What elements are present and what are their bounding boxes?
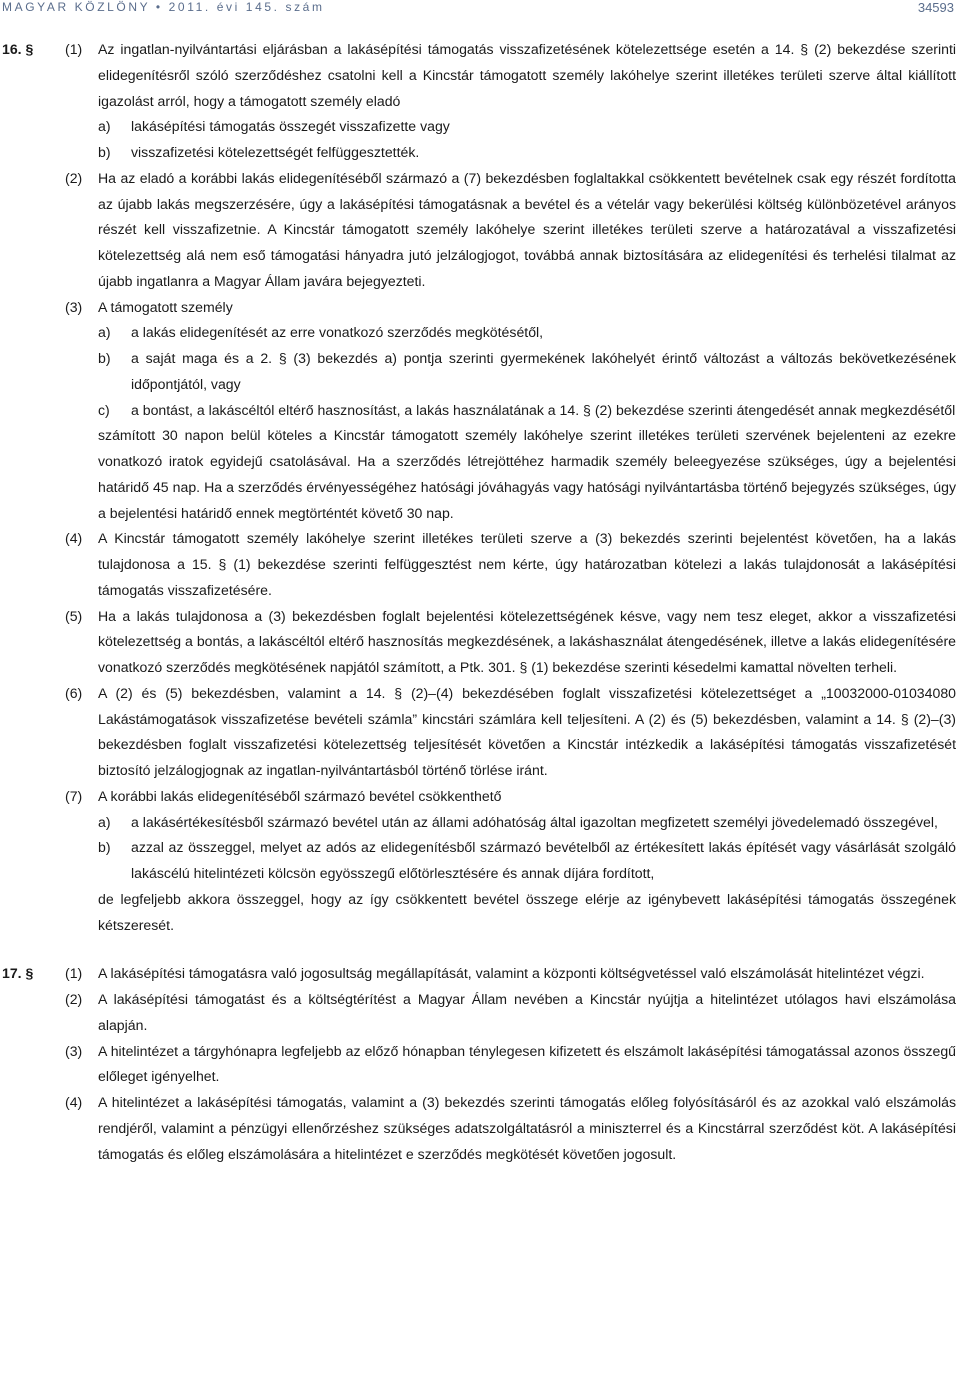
- point-b: [0, 140, 960, 166]
- section-number: 17. §: [2, 965, 34, 982]
- paragraph-1: [0, 961, 960, 987]
- paragraph-number: (3): [65, 1042, 83, 1059]
- paragraph-3: [0, 295, 960, 321]
- paragraph-number: (3): [65, 298, 83, 315]
- point-a: [0, 114, 960, 140]
- point-text: a lakásértékesítésből származó bevétel után az állami adóhatóság által igazoltan megfizetett személyi jövedelemadó összegével,: [131, 813, 938, 830]
- paragraph-4: [0, 1090, 960, 1167]
- point-text: azzal az összeggel, melyet az adós az elidegenítésből származó bevételből az értékesített lakás építését vagy vásárlását szolgáló lakáscélú hitelintézeti kölcsön egyösszegű előtörlesztésére és annak díjára fordított,: [131, 839, 956, 881]
- point-label: b): [98, 350, 111, 366]
- paragraph-text: A lakásépítési támogatást és a költségtérítést a Magyar Állam nevében a Kincstár nyújtja a hitelintézet utólagos havi elszámolása alapján.: [98, 991, 956, 1033]
- paragraph-text: Ha a lakás tulajdonosa a (3) bekezdésben foglalt bejelentési kötelezettségének késve, vagy nem tesz eleget, akkor a visszafizetési kötelezettség a bontás, a lakáscéltól eltérő hasznosítás megkezdésének, a lakáshasználat átengedésének, illetve a lakás elidegenítésére vonatkozó szerződés megkötésének napjától számított, a Ptk. 301. § (1) bekezdése szerinti késedelmi kamattal növelten terheli.: [98, 607, 956, 675]
- paragraph-number: (2): [65, 169, 83, 186]
- paragraph-4: [0, 526, 960, 603]
- page-header: [0, 0, 960, 18]
- point-c: [0, 398, 960, 424]
- paragraph-number: (4): [65, 530, 83, 547]
- point-text: a bontást, a lakáscéltól eltérő hasznosítást, a lakás használatának a 14. § (2) bekezdése szerinti átengedését annak megkezdésétől: [131, 401, 956, 418]
- paragraph-2: [0, 987, 960, 1039]
- point-label: c): [98, 401, 110, 418]
- section-17: [0, 961, 960, 1167]
- point-text: a saját maga és a 2. § (3) bekezdés a) pontja szerinti gyermekének lakóhelyét érintő változást a változás bekövetkezésének időpontjától, vagy: [131, 350, 956, 392]
- point-b: [0, 346, 960, 398]
- point-label: b): [98, 839, 111, 856]
- paragraph-number: (4): [65, 1094, 83, 1110]
- paragraph-3: [0, 1039, 960, 1091]
- point-text: visszafizetési kötelezettségét felfüggesztették.: [131, 144, 420, 160]
- paragraph-5: [0, 604, 960, 681]
- section-number: 16. §: [2, 41, 34, 57]
- paragraph-number: (5): [65, 607, 83, 624]
- paragraph-text: A hitelintézet a lakásépítési támogatás, valamint a (3) bekezdés szerinti támogatás előleg folyósításáról és az azokkal való elszámolás rendjéről, valamint a pénzügyi ellenőrzéshez szükséges adatszolgáltatásról a miniszterrel és a Kincstárral szerződést köt. A lakásépítési támogatás és előleg elszámolására a hitelintézet e szerződés megkötését követően jogosult.: [98, 1094, 956, 1162]
- paragraph-number: (6): [65, 684, 83, 701]
- paragraph-text: A hitelintézet a tárgyhónapra legfeljebb az előző hónapban ténylegesen kifizetett és elszámolt lakásépítési támogatással azonos összegű előleget igényelhet.: [98, 1042, 956, 1085]
- paragraph-text: Ha az eladó a korábbi lakás elidegenítéséből származó a (7) bekezdésben foglaltakkal csökkentett bevételnek csak egy részét fordította az újabb lakás megszerzésére, úgy a lakásépítési támogatásnak a bevétel és a vételár vagy bekerülési költség különbözetével arányos részét kell visszafizetnie. A Kincstár támogatott személy lakóhelye szerint illetékes területi szerve a határozatával a visszafizetési kötelezettség alá nem eső támogatási hányadra jutó jelzálogjogot, továbbá annak biztosítására az elidegenítési és terhelési tilalmat az újabb ingatlanra a Magyar Állam javára bejegyezteti.: [98, 169, 956, 289]
- paragraph-text: A (2) és (5) bekezdésben, valamint a 14. § (2)–(4) bekezdésében foglalt visszafizetési kötelezettséget a „10032000-01034080 Lakástámogatások visszafizetése bevételi számla” kincstári számlára kell teljesíteni. A (2) és (5) bekezdésben, valamint a 14. § (2)–(3) bekezdésben foglalt visszafizetési kötelezettség teljesítését követően a Kincstár intézkedik a lakásépítési támogatás visszafizetését biztosító jelzálogjognak az ingatlan-nyilvántartásból történő törlése iránt.: [98, 684, 956, 778]
- paragraph-1: [0, 37, 960, 114]
- paragraph-6: [0, 681, 960, 784]
- point-a: [0, 320, 960, 346]
- paragraph-text: A támogatott személy: [98, 298, 233, 315]
- paragraph-number: (1): [65, 965, 83, 982]
- point-a: [0, 810, 960, 836]
- point-label: b): [98, 144, 111, 160]
- document-body: [0, 37, 960, 1167]
- paragraph-2: [0, 166, 960, 295]
- paragraph-number: (2): [65, 991, 83, 1007]
- paragraph-number: (1): [65, 41, 83, 57]
- publication-title: MAGYAR KÖZLÖNY • 2011. évi 145. szám: [2, 0, 325, 14]
- paragraph-number: (7): [65, 787, 83, 804]
- page-number: 34593: [917, 0, 954, 15]
- paragraph-text: A lakásépítési támogatásra való jogosultság megállapítását, valamint a központi költségvetéssel való elszámolását hitelintézet végzi.: [98, 965, 925, 982]
- paragraph-text: A Kincstár támogatott személy lakóhelye szerint illetékes területi szerve a (3) bekezdés szerinti bejelentést követően, ha a lakás tulajdonosa a 15. § (1) bekezdése szerinti felfüggesztést nem kérte, úgy határozatban kötelezi a lakás tulajdonosát a lakásépítési támogatás visszafizetésére.: [98, 530, 956, 598]
- point-text: a lakás elidegenítését az erre vonatkozó szerződés megkötésétől,: [131, 324, 544, 341]
- paragraph-text: A korábbi lakás elidegenítéséből származó bevétel csökkenthető: [98, 787, 502, 804]
- section-16: [0, 37, 960, 938]
- paragraph-7: [0, 784, 960, 810]
- paragraph-text: Az ingatlan-nyilvántartási eljárásban a lakásépítési támogatás visszafizetésének kötelezettsége esetén a 14. § (2) bekezdése szerinti elidegenítésről szóló szerződéshez csatolni kell a Kincstár támogatott személy lakóhelye szerint illetékes területi szerve által kiállított igazolást arról, hogy a támogatott személy eladó: [98, 41, 956, 109]
- point-label: a): [98, 813, 111, 830]
- paragraph-continuation: de legfeljebb akkora összeggel, hogy az így csökkentett bevétel összege elérje az igénybevett lakásépítési támogatás összegének kétszeresét.: [98, 890, 956, 933]
- point-text: lakásépítési támogatás összegét visszafizette vagy: [131, 118, 450, 135]
- point-label: a): [98, 324, 111, 341]
- point-label: a): [98, 118, 111, 135]
- paragraph-continuation: számított 30 napon belül köteles a Kincstár támogatott személy lakóhelye szerint illetékes területi szervének bejelenteni az ezekre vonatkozó iratok egyidejű csatolásával. Ha a szerződés létrejöttéhez harmadik személy beleegyezése szükséges, úgy a bejelentési határidő 45 nap. Ha a szerződés érvényességéhez hatósági jóváhagyás vagy hatósági nyilvántartásba történő bejegyzés szükséges, úgy a bejelentési határidő ennek megtörténtét követő 30 nap.: [98, 427, 956, 521]
- point-b: [0, 835, 960, 887]
